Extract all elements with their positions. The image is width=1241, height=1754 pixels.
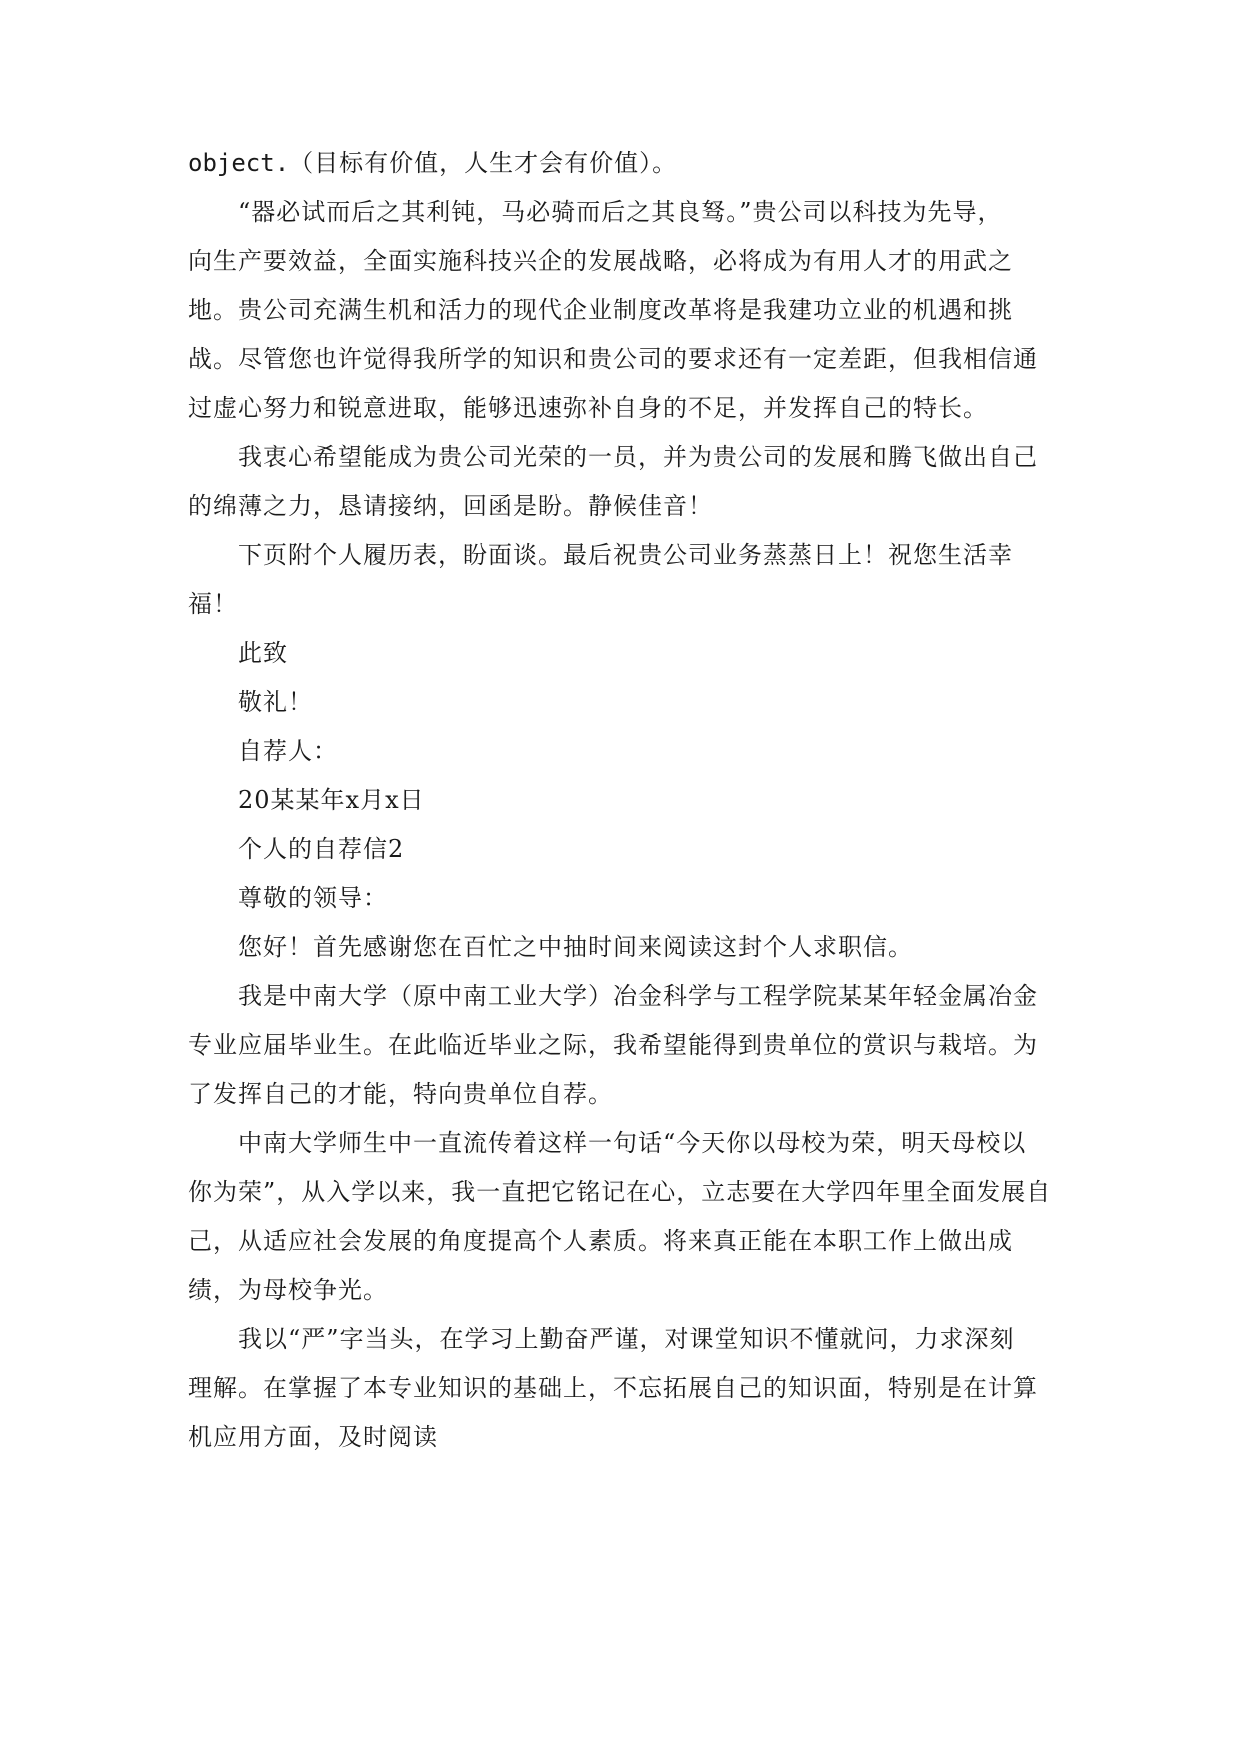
text-line: 理解。在掌握了本专业知识的基础上，不忘拓展自己的知识面，特别是在计算 [188, 1374, 1038, 1402]
text-line: 机应用方面，及时阅读 [188, 1423, 438, 1451]
closing-line: 敬礼！ [238, 688, 313, 716]
text-line: “器必试而后之其利钝，马必骑而后之其良驽。”贵公司以科技为先导， [238, 198, 1003, 226]
text-line [188, 148, 677, 178]
text-line: 了发挥自己的才能，特向贵单位自荐。 [188, 1080, 613, 1108]
text-line: 地。贵公司充满生机和活力的现代企业制度改革将是我建功立业的机遇和挑 [188, 296, 1013, 324]
text-line: 己，从适应社会发展的角度提高个人素质。将来真正能在本职工作上做出成 [188, 1227, 1013, 1255]
text-line: 我以“严”字当头，在学习上勤奋严谨，对课堂知识不懂就问，力求深刻 [238, 1325, 1015, 1353]
text-line: 过虚心努力和锐意进取，能够迅速弥补自身的不足，并发挥自己的特长。 [188, 394, 988, 422]
text-line: 您好！首先感谢您在百忙之中抽时间来阅读这封个人求职信。 [238, 933, 913, 961]
text-line: 我衷心希望能成为贵公司光荣的一员，并为贵公司的发展和腾飞做出自己 [238, 443, 1038, 471]
text-line: 你为荣”，从入学以来，我一直把它铭记在心，立志要在大学四年里全面发展自 [188, 1178, 1052, 1206]
text-line: 战。尽管您也许觉得我所学的知识和贵公司的要求还有一定差距，但我相信通 [188, 345, 1038, 373]
latin-word: object. [188, 149, 290, 177]
text-line: 向生产要效益，全面实施科技兴企的发展战略，必将成为有用人才的用武之 [188, 247, 1013, 275]
text-line: 中南大学师生中一直流传着这样一句话“今天你以母校为荣，明天母校以 [238, 1129, 1027, 1157]
line-text: （目标有价值，人生才会有价值）。 [289, 149, 678, 177]
closing-line: 此致 [238, 639, 288, 667]
text-line: 福！ [188, 590, 238, 618]
signature-label: 自荐人： [238, 737, 338, 765]
section-title: 个人的自荐信2 [238, 835, 405, 863]
date-line: 20某某年x月x日 [238, 786, 425, 814]
text-line: 我是中南大学（原中南工业大学）冶金科学与工程学院某某年轻金属冶金 [238, 982, 1038, 1010]
text-line: 的绵薄之力，恳请接纳，回函是盼。静候佳音！ [188, 492, 713, 520]
text-line: 专业应届毕业生。在此临近毕业之际，我希望能得到贵单位的赏识与栽培。为 [188, 1031, 1038, 1059]
text-line: 下页附个人履历表，盼面谈。最后祝贵公司业务蒸蒸日上！祝您生活幸 [238, 541, 1013, 569]
text-line: 绩，为母校争光。 [188, 1276, 388, 1304]
salutation: 尊敬的领导： [238, 884, 388, 912]
